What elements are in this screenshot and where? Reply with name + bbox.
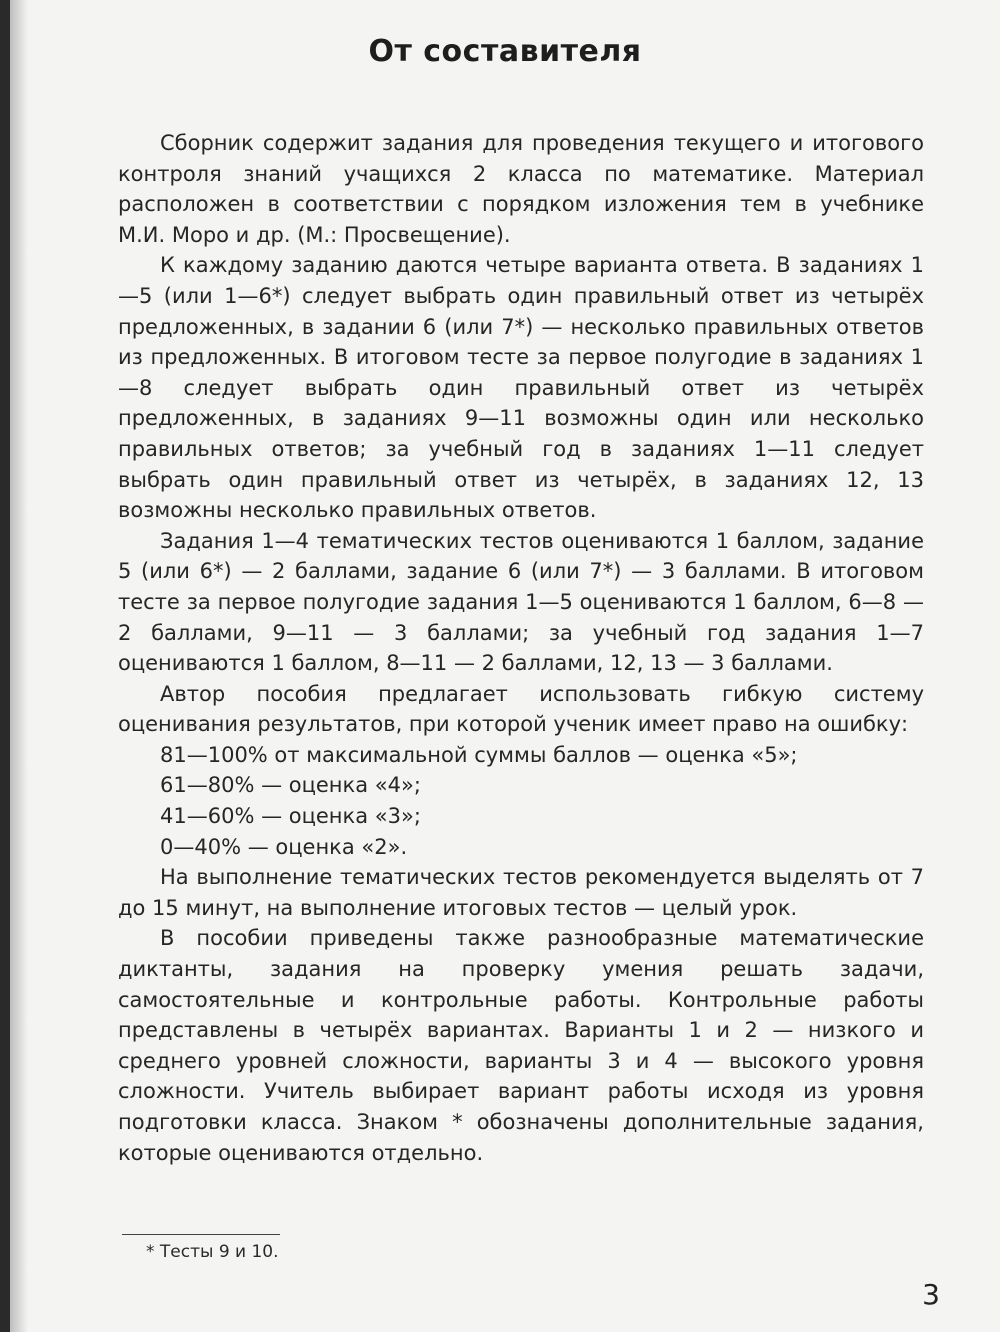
footnote-divider [122,1234,280,1235]
paragraph-grading-system: Автор пособия предлагает использовать гибкую систему оценивания результатов, при которой ученик имеет право на ошибку: [118,681,924,737]
paragraph-answers: К каждому заданию даются четыре варианта ответа. В заданиях 1—5 (или 1—6*) следует выбрать один правильный ответ из четырёх предложенных, в задании 6 (или 7*) — несколько правильных ответов из предложенных. В итоговом тесте за первое полугодие в заданиях 1—8 следует выбрать один правильный ответ из четырёх предложенных, в заданиях 9—11 возможны один или несколько правильных ответов; за учебный год в заданиях 1—11 следует выбрать один правильный ответ из четырёх, в заданиях 12, 13 возможны несколько правильных ответов. [118,253,924,523]
paragraph-intro: Сборник содержит задания для проведения текущего и итогового контроля знаний учащихся 2 класса по математике. Материал расположен в соответствии с порядком изложения тем в учебнике М.И. Моро и др. (М.: Просвещение). [118,131,924,247]
page-number: 3 [922,1278,940,1311]
footnote: * Тесты 9 и 10. [146,1242,279,1262]
grade-line-2: 0—40% — оценка «2». [160,834,408,859]
book-page [10,0,1000,1332]
paragraph-time: На выполнение тематических тестов рекомендуется выделять от 7 до 15 минут, на выполнение итоговых тестов — целый урок. [118,865,924,920]
body-text [118,128,924,1168]
page-edge-shadow [10,0,28,1332]
paragraph-scoring: Задания 1—4 тематических тестов оцениваются 1 баллом, задание 5 (или 6*) — 2 баллами, задание 6 (или 7*) — 3 баллами. В итоговом тесте за первое полугодие задания 1—5 оцениваются 1 баллом, 6—8 — 2 баллами, 9—11 — 3 баллами; за учебный год задания 1—7 оцениваются 1 баллом, 8—11 — 2 баллами, 12, 13 — 3 баллами. [118,528,924,676]
grade-line-5: 81—100% от максимальной суммы баллов — оценка «5»; [160,742,798,767]
page-title: От составителя [368,34,642,69]
grade-line-3: 41—60% — оценка «3»; [160,804,421,829]
paragraph-contents: В пособии приведены также разнообразные математические диктанты, задания на проверку умения решать задачи, самостоятельные и контрольные работы. Контрольные работы представлены в четырёх вариантах. Варианты 1 и 2 — низкого и среднего уровней сложности, варианты 3 и 4 — высокого уровня сложности. Учитель выбирает вариант работы исходя из уровня подготовки класса. Знаком * обозначены дополнительные задания, которые оцениваются отдельно. [118,926,924,1165]
grade-line-4: 61—80% — оценка «4»; [160,773,421,798]
